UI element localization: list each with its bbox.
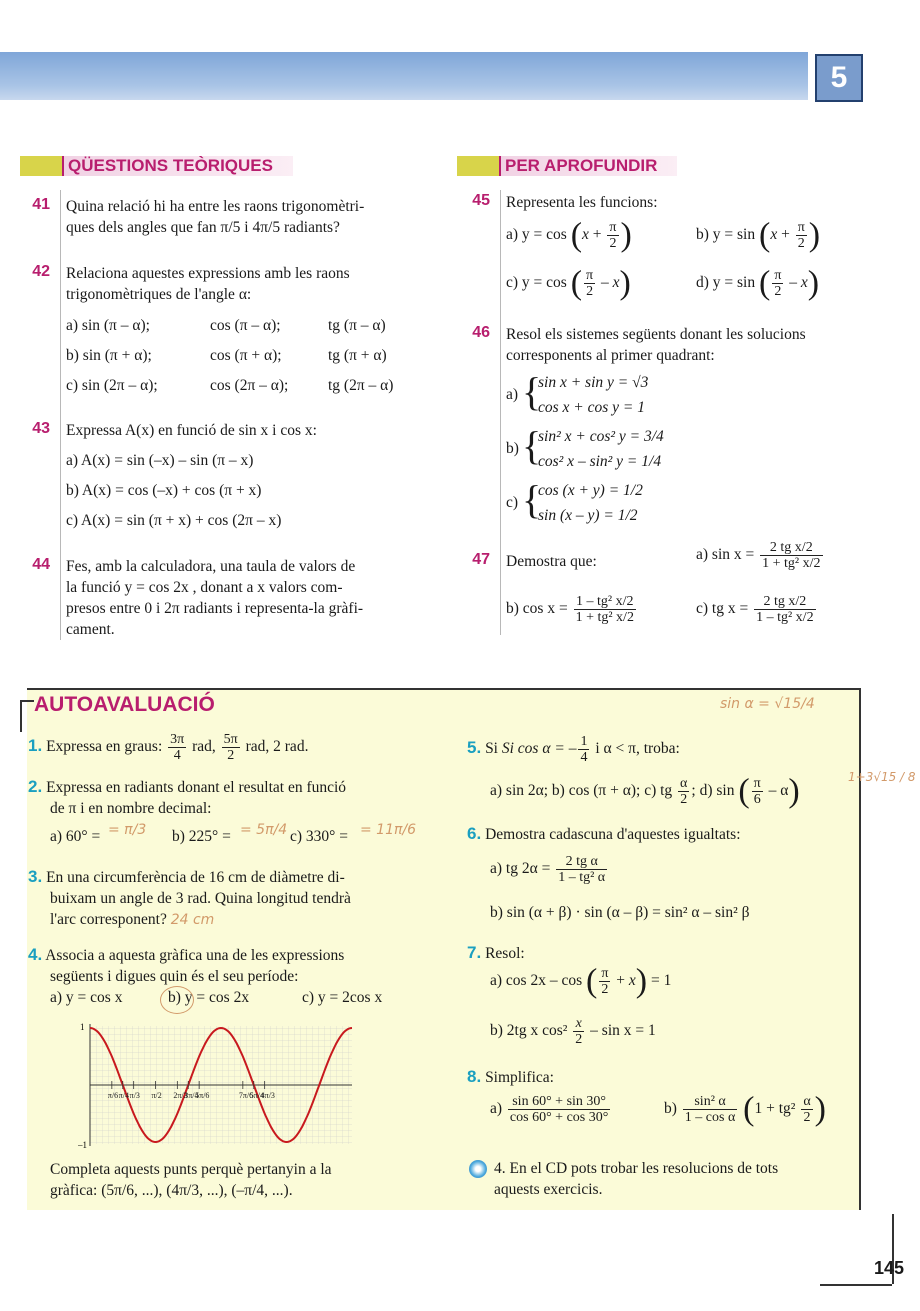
auto-item-6a: a) tg 2α = $\frac{\text{2 tg α}}{\text{1 – tg² α}}$	[490, 854, 606, 885]
auto-item-6b: b) sin (α + β) · sin (α – β) = sin² α – sin² β	[490, 904, 750, 921]
x-tick-label: π/3	[129, 1091, 140, 1100]
auto-item-1: 1. Expressa en graus: $\frac{3\pi}{4}$ rad, $\frac{5\pi}{2}$ rad, 2 rad.	[28, 732, 309, 763]
x-tick-label: 4π/3	[260, 1091, 275, 1100]
auto-item-8a: a) $\frac{\sin 60^\circ + \sin 30^\circ}{\cos 60^\circ + \cos 30^\circ}$	[490, 1094, 609, 1125]
auto-item-7: 7. Resol:	[467, 943, 525, 962]
cosine-graph	[78, 1022, 358, 1152]
panel-corner	[20, 700, 34, 732]
y-label-bottom: –1	[78, 1140, 87, 1150]
x-tick-label: 2π/3	[173, 1091, 188, 1100]
exercise-47-intro: Demostra que:	[506, 553, 597, 570]
y-label-top: 1	[80, 1022, 85, 1032]
auto-item-2: 2. Expressa en radiants donant el resultat en funció de π i en nombre decimal:	[28, 777, 347, 817]
exercise-number: 46	[472, 324, 490, 341]
section-title: QÜESTIONS TEÒRIQUES	[62, 156, 293, 176]
page-number: 145	[874, 1258, 905, 1278]
exercise-46: Resol els sistemes següents donant les solucions corresponents al primer quadrant:	[506, 326, 806, 364]
auto-item-6: 6. Demostra cadascuna d'aquestes igualtats:	[467, 824, 741, 843]
auto-item-4: 4. Associa a aquesta gràfica una de les expressions següents i digues quin és el seu període: a) y = cos x b) y = cos 2x c) y = 2cos x	[28, 945, 383, 1006]
handwritten-note: 1+3√15 / 8	[848, 770, 916, 784]
exercise-number: 41	[32, 196, 50, 213]
auto-item-5-options: a) sin 2α; b) cos (π + α); c) tg $\frac{\alpha}{2}$ ; d) sin ( $\frac{\pi}{6}$ – α)	[490, 772, 800, 810]
self-evaluation-title: AUTOAVALUACIÓ	[34, 693, 215, 716]
x-tick-label: 5π/6	[195, 1091, 210, 1100]
column-rule	[60, 190, 61, 640]
handwritten-answer: = 11π/6	[360, 822, 417, 838]
auto-item-8: 8. Simplifica:	[467, 1067, 554, 1086]
complete-points: Completa aquests punts perquè pertanyin a la gràfica: (5π/6, ...), (4π/3, ...), (–π/4, ...).	[50, 1161, 332, 1199]
handwritten-answer: = 5π/4	[240, 822, 288, 838]
exercise-42: Relaciona aquestes expressions amb les raons trigonomètriques de l'angle α:	[66, 265, 350, 303]
section-deepen	[457, 156, 757, 176]
cd-icon	[469, 1160, 487, 1178]
exercise-47-b: b) cos x = $\frac{\text{1 – tg² x/2}}{\text{1 + tg² x/2}}$	[506, 594, 634, 625]
x-tick-label: π/2	[151, 1091, 162, 1100]
exercise-number: 44	[32, 556, 50, 573]
header-band	[0, 52, 808, 100]
exercise-43: Expressa A(x) en funció de sin x i cos x: a) A(x) = sin (–x) – sin (π – x) b) A(x) = cos (–x) + cos (π + x) c) A(x) = sin (π + x) + cos (2π – x)	[66, 422, 317, 529]
auto-item-8b: b) $\frac{\text{sin² α}}{\text{1 – cos α}}$ (1 + tg² $\frac{\alpha}{2}$ )	[664, 1090, 826, 1128]
exercise-47-c: c) tg x = $\frac{\text{2 tg x/2}}{\text{1 – tg² x/2}}$	[696, 594, 814, 625]
exercise-45-b: b) y = sin (x + $\frac{\pi}{2}$ )	[696, 216, 821, 254]
handwritten-note: sin α = √15/4	[720, 696, 815, 712]
auto-item-7b: b) 2tg x cos² $\frac{x}{2}$ – sin x = 1	[490, 1016, 656, 1047]
x-tick-label: 5π/4	[249, 1091, 265, 1100]
auto-item-7a: a) cos 2x – cos ( $\frac{\pi}{2}$ + x) = 1	[490, 962, 672, 1000]
handwritten-answer: = π/3	[108, 822, 147, 838]
exercise-47-a: a) sin x = $\frac{\text{2 tg x/2}}{\text{1 + tg² x/2}}$	[696, 540, 821, 571]
page-corner-line	[820, 1284, 892, 1286]
exercise-number: 42	[32, 263, 50, 280]
exercise-41: Quina relació hi ha entre les raons trigonomètri- ques dels angles que fan π/5 i 4π/5 radiants?	[66, 198, 365, 236]
x-tick-label: 3π/4	[184, 1091, 199, 1100]
exercise-42-rows: a) sin (π – α); cos (π – α); tg (π – α) b) sin (π + α); cos (π + α); tg (π + α) c) sin (2π – α); cos (2π – α); tg (2π – α)	[66, 317, 394, 394]
section-title: PER APROFUNDIR	[499, 156, 677, 176]
auto-item-2c: c) 330° =	[290, 828, 348, 845]
exercise-number: 45	[472, 192, 490, 209]
x-tick-label: π/4	[118, 1091, 130, 1100]
auto-item-2b: b) 225° =	[172, 828, 231, 845]
exercise-45-intro: Representa les funcions:	[506, 194, 658, 211]
auto-item-3: 3. En una circumferència de 16 cm de diàmetre di- buixam un angle de 3 rad. Quina longitud tendrà l'arc corresponent? 24 cm	[28, 867, 351, 928]
cd-note: 4. En el CD pots trobar les resolucions de tots aquests exercicis.	[494, 1160, 779, 1198]
exercise-44: Fes, amb la calculadora, una taula de valors de la funció y = cos 2x , donant a x valors com- presos entre 0 i 2π radiants i representa-la gràfi- cament.	[66, 558, 364, 638]
chapter-number: 5	[815, 54, 863, 102]
exercise-45-c: c) y = cos ( $\frac{\pi}{2}$ – x)	[506, 264, 631, 302]
auto-item-5: 5. Si Si cos α = – $\frac{1}{4}$ i α < π, troba:	[467, 734, 680, 765]
exercise-45-a: a) y = cos (x + $\frac{\pi}{2}$ )	[506, 216, 632, 254]
auto-item-2a: a) 60° =	[50, 828, 101, 845]
section-questions	[20, 156, 340, 176]
column-rule	[500, 190, 501, 635]
handwritten-circle	[160, 986, 194, 1014]
x-tick-label: π/6	[107, 1091, 119, 1100]
exercise-number: 43	[32, 420, 50, 437]
exercise-number: 47	[472, 551, 490, 568]
exercise-45-d: d) y = sin ( $\frac{\pi}{2}$ – x)	[696, 264, 820, 302]
x-tick-label: 7π/6	[238, 1091, 254, 1100]
